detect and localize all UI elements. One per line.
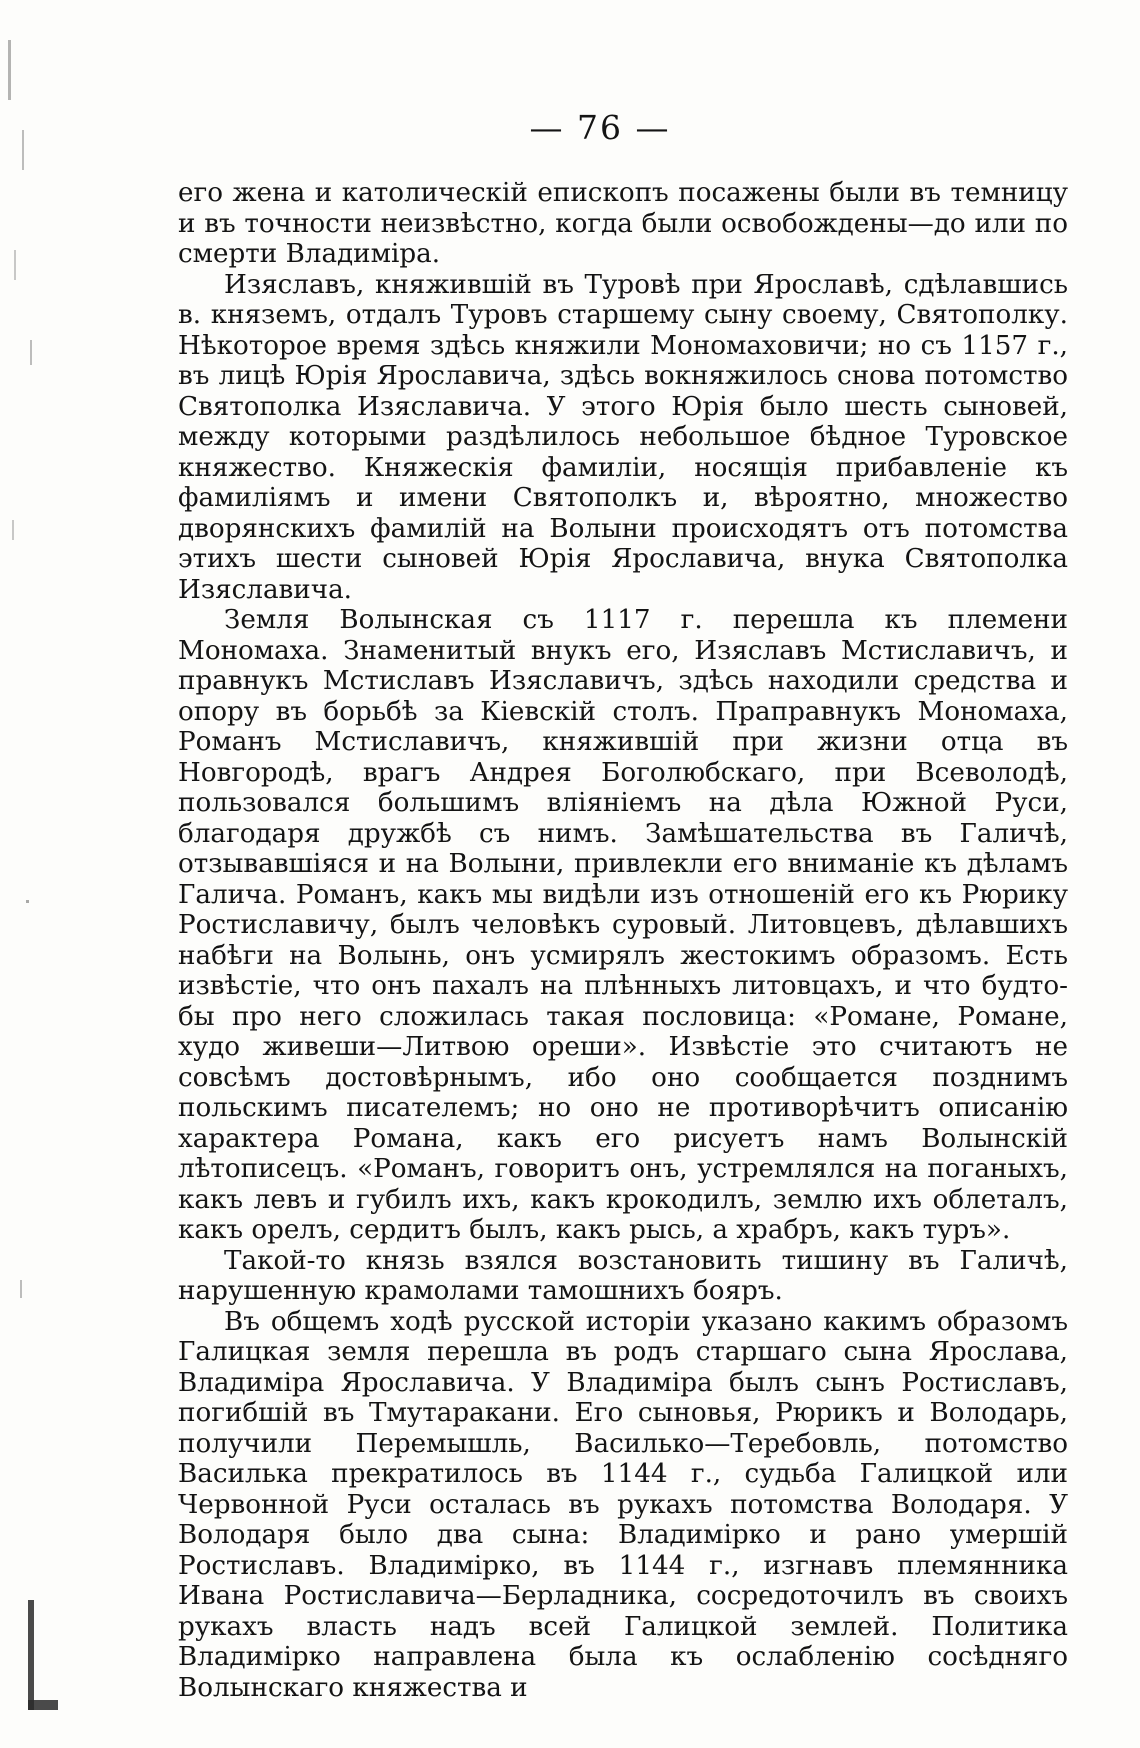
paragraph: Изяславъ, княжившій въ Туровѣ при Ярославѣ, сдѣлавшись в. княземъ, отдалъ Туровъ старшему сыну своему, Святополку. Нѣкоторое время здѣсь княжили Мономаховичи; но съ 1157 г., въ лицѣ Юрія Ярославича, здѣсь вокняжилось снова потомство Святополка Изяславича. У этого Юрія было шесть сыновей, между которыми раздѣлилось небольшое бѣдное Туровское княжество. Княжескія фамиліи, носящія прибавленіе къ фамиліямъ и имени Святополкъ и, вѣроятно, множество дворянскихъ фамилій на Волыни происходятъ отъ потомства этихъ шести сыновей Юрія Ярославича, внука Святополка Изяславича. xyxy=(178,269,1068,605)
paragraph: Въ общемъ ходѣ русской исторіи указано какимъ образомъ Галицкая земля перешла въ родъ старшаго сына Ярослава, Владиміра Ярославича. У Владиміра былъ сынъ Ростиславъ, погибшій въ Тмутаракани. Его сыновья, Рюрикъ и Володарь, получили Перемышль, Василько—Теребовль, потомство Василька прекратилось въ 1144 г., судьба Галицкой или Червонной Руси осталась въ рукахъ потомства Володаря. У Володаря было два сына: Владимірко и рано умершій Ростиславъ. Владимірко, въ 1144 г., изгнавъ племянника Ивана Ростиславича—Берладника, сосредоточилъ въ своихъ рукахъ власть надъ всей Галицкой землей. Политика Владимірко направлена была къ ослабленію сосѣдняго Волынскаго княжества и xyxy=(178,1306,1068,1703)
paragraph: его жена и католическій епископъ посажены были въ темницу и въ точности неизвѣстно, когда были освобождены—до или по смерти Владиміра. xyxy=(178,178,1068,269)
page-text xyxy=(178,178,1068,1703)
paragraph: Земля Волынская съ 1117 г. перешла къ племени Мономаха. Знаменитый внукъ его, Изяславъ Мстиславичъ, и правнукъ Мстиславъ Изяславичъ, здѣсь находили средства и опору въ борьбѣ за Кіевскій столъ. Праправнукъ Мономаха, Романъ Мстиславичъ, княжившій при жизни отца въ Новгородѣ, врагъ Андрея Боголюбскаго, при Всеволодѣ, пользовался большимъ вліяніемъ на дѣла Южной Руси, благодаря дружбѣ съ нимъ. Замѣшательства въ Галичѣ, отзывавшіяся и на Волыни, привлекли его вниманіе къ дѣламъ Галича. Романъ, какъ мы видѣли изъ отношеній его къ Рюрику Ростиславичу, былъ человѣкъ суровый. Литовцевъ, дѣлавшихъ набѣги на Волынь, онъ усмирялъ жестокимъ образомъ. Есть извѣстіе, что онъ пахалъ на плѣнныхъ литовцахъ, и что будто-бы про него сложилась такая пословица: «Романе, Романе, худо живеши—Литвою ореши». Извѣстіе это считаютъ не совсѣмъ достовѣрнымъ, ибо оно сообщается позднимъ польскимъ писателемъ; но оно не противорѣчитъ описанію характера Романа, какъ его рисуетъ намъ Волынскій лѣтописецъ. «Романъ, говоритъ онъ, устремлялся на поганыхъ, какъ левъ и губилъ ихъ, какъ крокодилъ, землю ихъ облеталъ, какъ орелъ, сердитъ былъ, какъ рысь, а храбръ, какъ туръ». xyxy=(178,605,1068,1245)
paragraph: Такой-то князь взялся возстановить тишину въ Галичѣ, нарушенную крамолами тамошнихъ бояръ. xyxy=(178,1245,1068,1306)
page-number: — 76 — xyxy=(529,108,671,147)
scan-edge-noise xyxy=(0,0,60,1748)
